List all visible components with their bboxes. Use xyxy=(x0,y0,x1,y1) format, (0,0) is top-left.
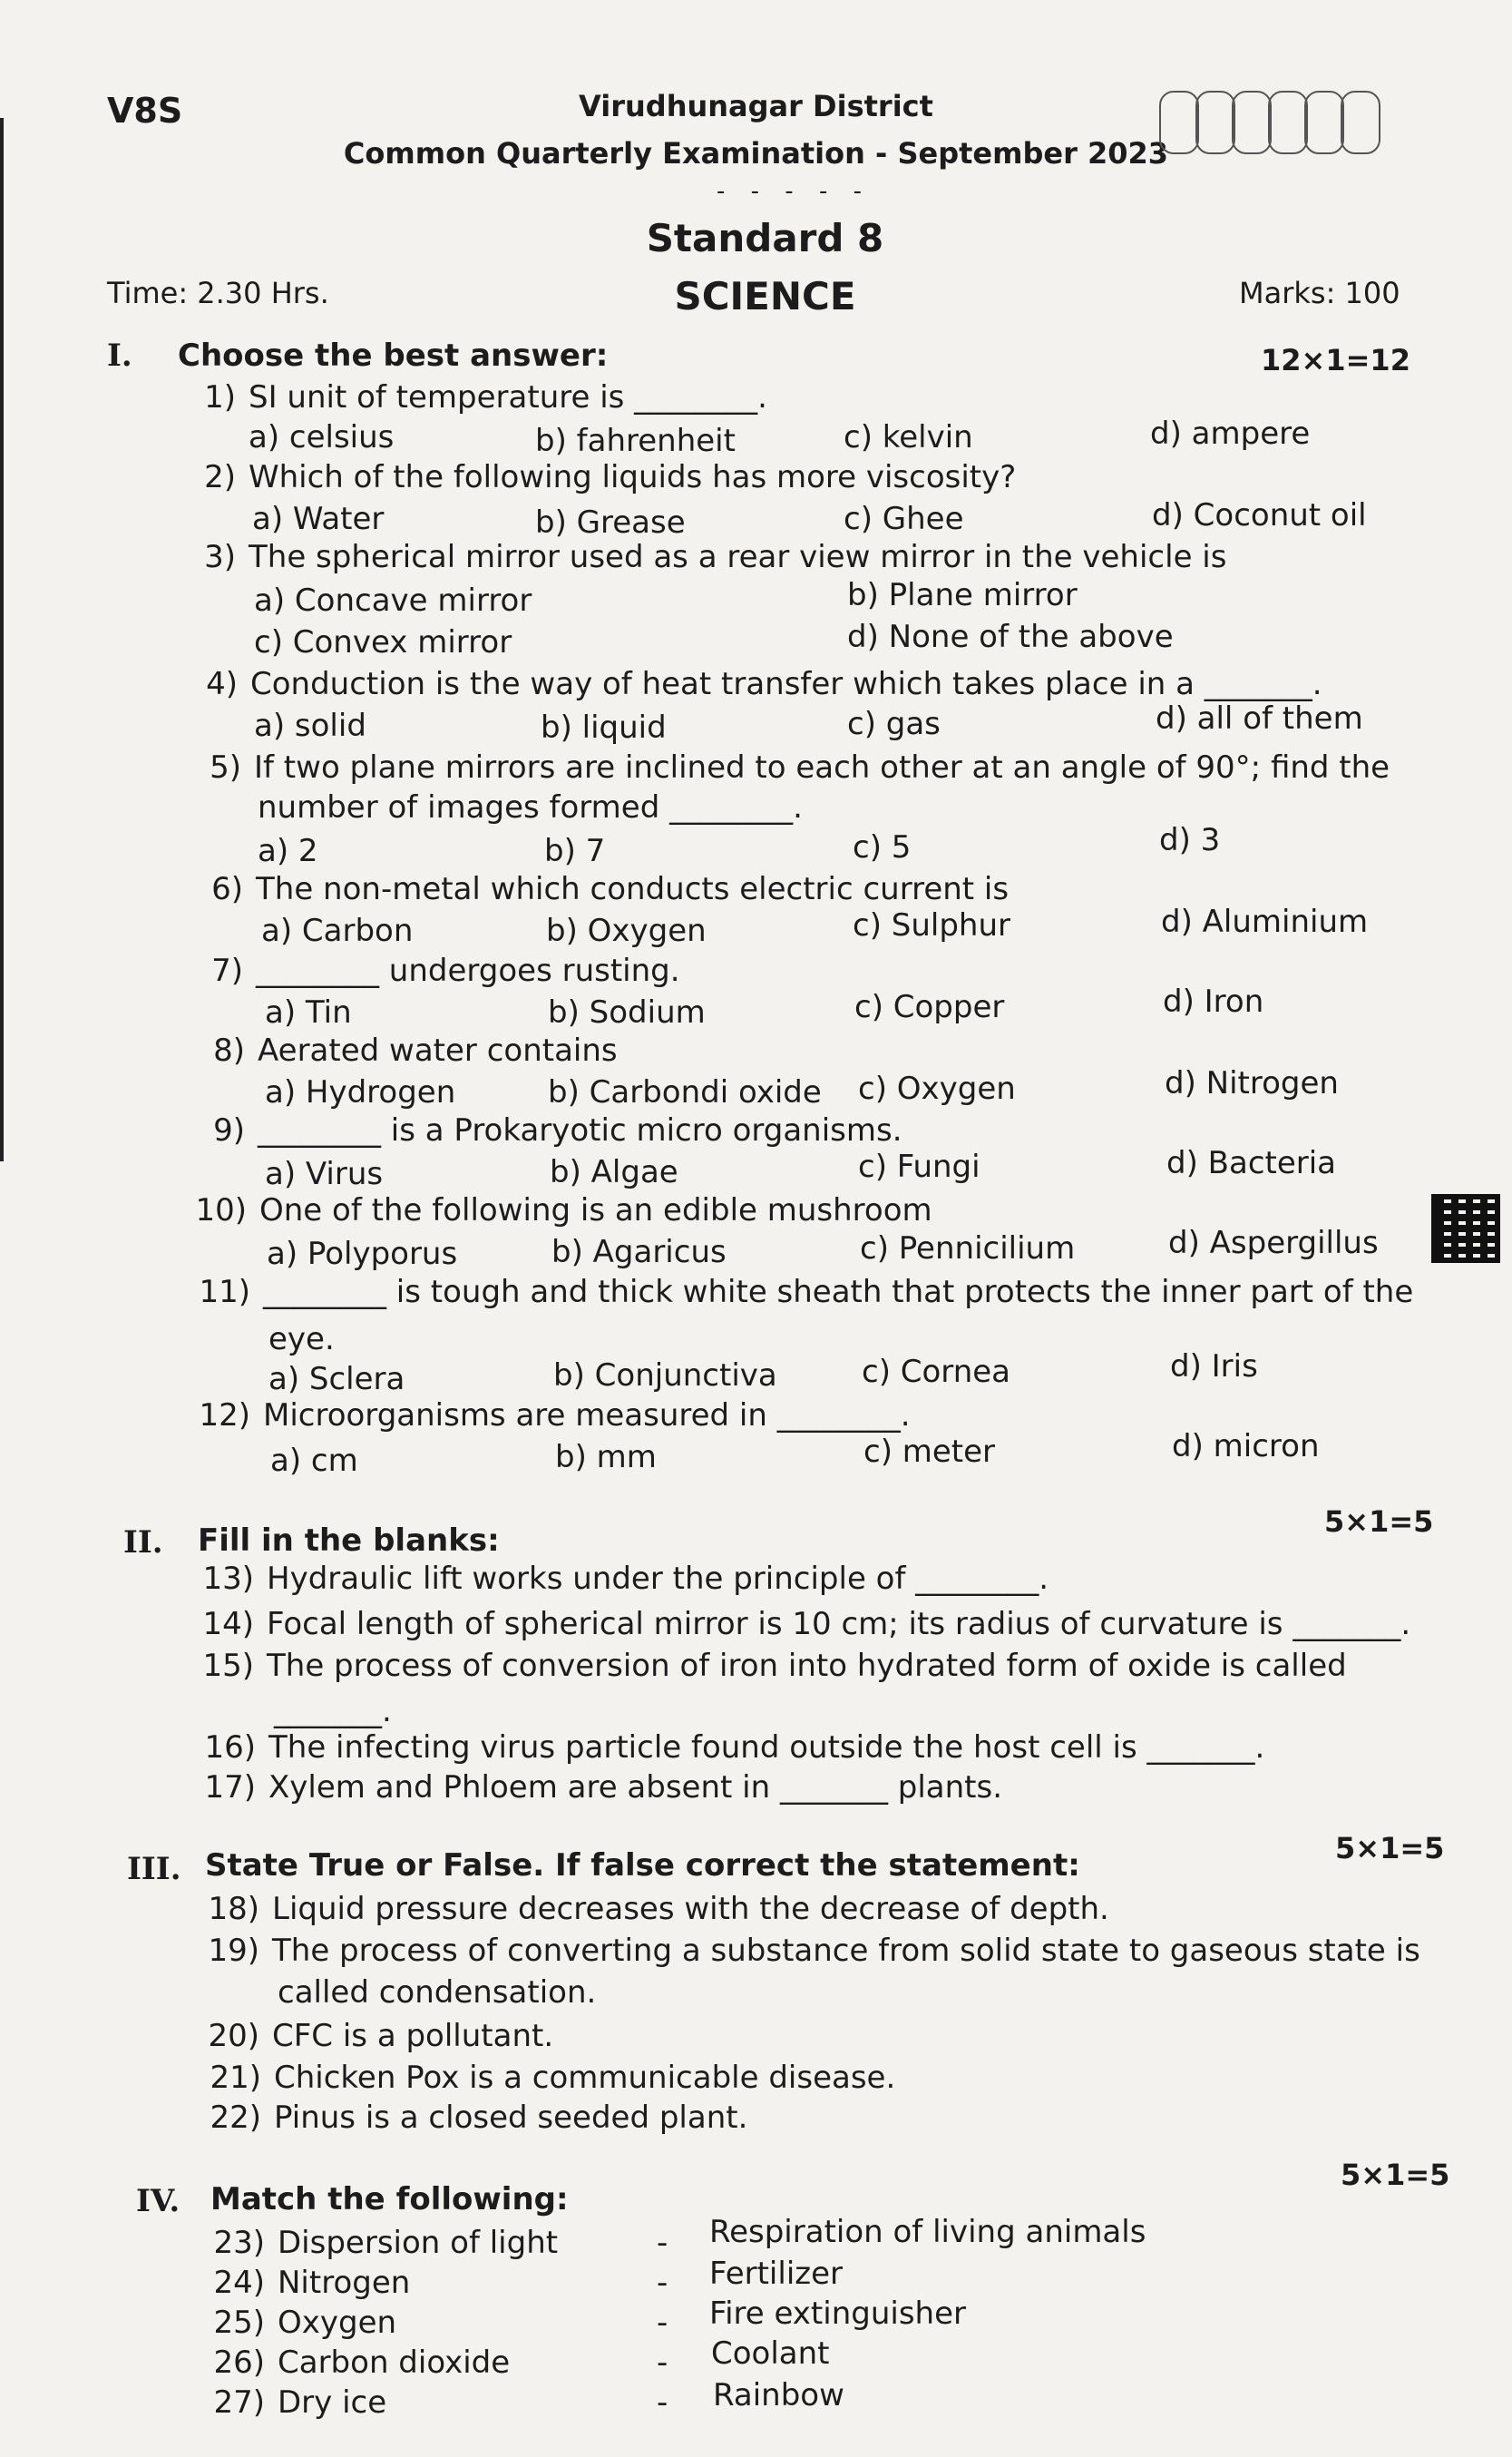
question-number: 21) xyxy=(210,2060,261,2096)
option-d: d) Aspergillus xyxy=(1168,1225,1379,1261)
question-text: The non-metal which conducts electric current is xyxy=(256,871,1010,907)
register-box xyxy=(1159,91,1199,154)
option-a: a) Tin xyxy=(265,994,352,1031)
question-number: 5) xyxy=(210,749,241,786)
option-c: c) Oxygen xyxy=(858,1071,1016,1107)
option-c: c) meter xyxy=(863,1434,996,1470)
question-number: 27) xyxy=(213,2384,265,2421)
question-number: 6) xyxy=(211,871,243,907)
marks-label: Marks: 100 xyxy=(1239,276,1400,310)
question-number: 3) xyxy=(204,539,236,575)
option-b: b) Grease xyxy=(535,504,686,541)
match-dash: - xyxy=(657,2225,668,2261)
option-b: b) Plane mirror xyxy=(847,577,1078,613)
option-a: a) Water xyxy=(252,501,385,537)
option-d: d) micron xyxy=(1172,1428,1320,1464)
option-a: a) Carbon xyxy=(261,913,414,949)
question-9 xyxy=(190,1112,902,1149)
question-number: 19) xyxy=(208,1933,259,1969)
option-b: b) 7 xyxy=(544,833,606,869)
option-d: d) all of them xyxy=(1156,700,1363,737)
option-a: a) Polyporus xyxy=(267,1236,458,1272)
divider-dashes: - - - - - xyxy=(717,178,871,205)
question-number: 22) xyxy=(210,2100,261,2136)
question-4 xyxy=(183,666,1322,702)
option-d: d) Iris xyxy=(1170,1348,1258,1385)
section-4-number: IV. xyxy=(136,2183,180,2219)
match-row xyxy=(210,2384,386,2421)
section-2-title: Fill in the blanks: xyxy=(198,1522,500,1559)
question-text: Liquid pressure decreases with the decrease of depth. xyxy=(272,1891,1109,1927)
question-5-continued: number of images formed ________. xyxy=(258,789,803,826)
question-20 xyxy=(205,2018,553,2054)
option-c: c) 5 xyxy=(853,829,912,866)
option-a: a) Hydrogen xyxy=(265,1074,456,1111)
question-6 xyxy=(189,871,1009,907)
question-10 xyxy=(192,1192,932,1228)
match-row xyxy=(210,2225,558,2261)
option-c: c) Sulphur xyxy=(853,907,1011,944)
option-c: c) Copper xyxy=(854,989,1005,1025)
question-text: The process of conversion of iron into hydrated form of oxide is called xyxy=(267,1648,1347,1684)
question-number: 18) xyxy=(208,1891,259,1927)
question-text: Hydraulic lift works under the principle of ________. xyxy=(267,1561,1049,1597)
question-number: 12) xyxy=(199,1397,250,1434)
question-2 xyxy=(181,459,1016,495)
qr-code xyxy=(1431,1194,1500,1263)
question-text: Conduction is the way of heat transfer which takes place in a _______. xyxy=(250,666,1322,702)
section-2-number: II. xyxy=(123,1524,163,1561)
question-15 xyxy=(200,1648,1347,1684)
subject-label: SCIENCE xyxy=(674,274,856,318)
option-b: b) Agaricus xyxy=(551,1234,727,1270)
question-text: The infecting virus particle found outside the host cell is _______. xyxy=(268,1729,1265,1766)
question-number: 10) xyxy=(195,1192,247,1228)
register-box xyxy=(1232,91,1272,154)
question-text: Focal length of spherical mirror is 10 cm; its radius of curvature is _______. xyxy=(267,1606,1411,1642)
question-19 xyxy=(205,1933,1420,1969)
match-left: Dry ice xyxy=(278,2384,387,2421)
register-box xyxy=(1268,91,1308,154)
register-box xyxy=(1304,91,1344,154)
match-left: Oxygen xyxy=(278,2305,397,2341)
option-a: a) Concave mirror xyxy=(254,582,532,619)
match-row xyxy=(210,2344,510,2381)
question-text: Microorganisms are measured in ________. xyxy=(263,1397,911,1434)
question-text: Aerated water contains xyxy=(258,1033,618,1069)
question-1 xyxy=(181,379,767,416)
match-dash: - xyxy=(657,2384,668,2421)
section-3-marks: 5×1=5 xyxy=(1335,1831,1445,1865)
question-21 xyxy=(207,2060,895,2096)
section-3-number: III. xyxy=(127,1851,181,1887)
option-b: b) mm xyxy=(555,1439,657,1475)
exam-title: Common Quarterly Examination - September 2023 xyxy=(343,136,1169,171)
match-row xyxy=(210,2265,410,2301)
option-d: d) Coconut oil xyxy=(1152,497,1367,533)
question-text: Pinus is a closed seeded plant. xyxy=(274,2100,748,2136)
option-c: c) Convex mirror xyxy=(254,624,512,661)
question-19-continued: called condensation. xyxy=(278,1974,597,2011)
question-text: If two plane mirrors are inclined to each other at an angle of 90°; find the xyxy=(254,749,1390,786)
option-a: a) 2 xyxy=(258,833,318,869)
question-18 xyxy=(205,1891,1109,1927)
time-label: Time: 2.30 Hrs. xyxy=(107,276,329,310)
option-a: a) celsius xyxy=(249,419,395,455)
section-1-title: Choose the best answer: xyxy=(178,338,609,374)
question-number: 14) xyxy=(202,1606,254,1642)
option-a: a) solid xyxy=(254,708,366,744)
question-text: Chicken Pox is a communicable disease. xyxy=(274,2060,896,2096)
section-4-title: Match the following: xyxy=(210,2181,569,2217)
match-row xyxy=(210,2305,396,2341)
match-right: Fertilizer xyxy=(709,2256,844,2292)
option-b: b) Algae xyxy=(550,1154,678,1190)
match-left: Nitrogen xyxy=(278,2265,411,2301)
option-d: d) None of the above xyxy=(847,619,1174,655)
question-17 xyxy=(201,1769,1002,1806)
question-16 xyxy=(201,1729,1264,1766)
question-11-continued: eye. xyxy=(268,1321,335,1357)
option-c: c) Pennicilium xyxy=(860,1230,1076,1267)
question-22 xyxy=(207,2100,747,2136)
option-a: a) Sclera xyxy=(268,1361,405,1397)
option-b: b) Sodium xyxy=(548,994,706,1031)
question-text: ________ is tough and thick white sheath that protects the inner part of the xyxy=(263,1274,1414,1310)
section-3-title: State True or False. If false correct the statement: xyxy=(205,1847,1080,1884)
question-text: ________ is a Prokaryotic micro organisms. xyxy=(258,1112,902,1149)
match-dash: - xyxy=(657,2305,668,2341)
register-box xyxy=(1341,91,1380,154)
district-name: Virudhunagar District xyxy=(579,89,933,123)
question-11 xyxy=(196,1274,1413,1310)
section-1-marks: 12×1=12 xyxy=(1261,343,1410,377)
match-right: Fire extinguisher xyxy=(709,2295,966,2332)
match-right: Coolant xyxy=(711,2335,830,2372)
option-d: d) Aluminium xyxy=(1161,904,1369,940)
option-d: d) Nitrogen xyxy=(1165,1065,1339,1101)
match-right: Rainbow xyxy=(713,2377,844,2413)
question-number: 16) xyxy=(204,1729,256,1766)
section-1-number: I. xyxy=(107,338,132,374)
question-number: 8) xyxy=(213,1033,245,1069)
question-text: ________ undergoes rusting. xyxy=(256,953,680,989)
question-number: 13) xyxy=(202,1561,254,1597)
question-5 xyxy=(187,749,1390,786)
option-b: b) Conjunctiva xyxy=(553,1357,777,1394)
match-left: Carbon dioxide xyxy=(278,2344,511,2381)
question-3 xyxy=(181,539,1226,575)
question-14 xyxy=(200,1606,1410,1642)
question-number: 4) xyxy=(206,666,238,702)
question-number: 20) xyxy=(208,2018,259,2054)
question-number: 23) xyxy=(213,2225,265,2261)
question-number: 11) xyxy=(199,1274,250,1310)
question-text: Xylem and Phloem are absent in _______ plants. xyxy=(268,1769,1003,1806)
question-text: SI unit of temperature is ________. xyxy=(249,379,767,416)
option-a: a) cm xyxy=(270,1443,358,1479)
option-c: c) Ghee xyxy=(844,501,964,537)
question-number: 26) xyxy=(213,2344,265,2381)
question-number: 15) xyxy=(202,1648,254,1684)
question-8 xyxy=(190,1033,618,1069)
question-number: 7) xyxy=(211,953,243,989)
option-a: a) Virus xyxy=(265,1156,384,1192)
option-b: b) fahrenheit xyxy=(535,423,736,459)
question-text: CFC is a pollutant. xyxy=(272,2018,554,2054)
section-2-marks: 5×1=5 xyxy=(1324,1504,1434,1539)
question-number: 17) xyxy=(204,1769,256,1806)
option-c: c) gas xyxy=(847,706,941,742)
match-right: Respiration of living animals xyxy=(709,2214,1146,2250)
question-number: 1) xyxy=(204,379,236,416)
question-text: The spherical mirror used as a rear view mirror in the vehicle is xyxy=(249,539,1227,575)
question-text: The process of converting a substance from solid state to gaseous state is xyxy=(272,1933,1420,1969)
option-b: b) Oxygen xyxy=(546,913,707,949)
question-7 xyxy=(189,953,680,989)
question-number: 9) xyxy=(213,1112,245,1149)
option-d: d) Iron xyxy=(1163,984,1264,1020)
question-text: Which of the following liquids has more viscosity? xyxy=(249,459,1017,495)
option-d: d) 3 xyxy=(1159,822,1221,858)
question-number: 2) xyxy=(204,459,236,495)
option-b: b) liquid xyxy=(541,710,667,746)
question-number: 25) xyxy=(213,2305,265,2341)
question-13 xyxy=(200,1561,1049,1597)
register-number-boxes xyxy=(1159,91,1377,154)
match-left: Dispersion of light xyxy=(278,2225,559,2261)
match-dash: - xyxy=(657,2265,668,2301)
section-4-marks: 5×1=5 xyxy=(1341,2158,1450,2192)
register-box xyxy=(1195,91,1235,154)
question-text: One of the following is an edible mushroom xyxy=(259,1192,932,1228)
option-c: c) Fungi xyxy=(858,1149,980,1185)
question-15-continued: _______. xyxy=(274,1693,392,1729)
question-12 xyxy=(196,1397,911,1434)
standard-label: Standard 8 xyxy=(646,216,884,260)
option-c: c) Cornea xyxy=(862,1354,1010,1390)
option-b: b) Carbondi oxide xyxy=(548,1074,822,1111)
option-d: d) ampere xyxy=(1150,416,1311,452)
match-dash: - xyxy=(657,2344,668,2381)
option-d: d) Bacteria xyxy=(1166,1145,1337,1181)
option-c: c) kelvin xyxy=(844,419,973,455)
paper-code: V8S xyxy=(107,91,183,131)
question-number: 24) xyxy=(213,2265,265,2301)
